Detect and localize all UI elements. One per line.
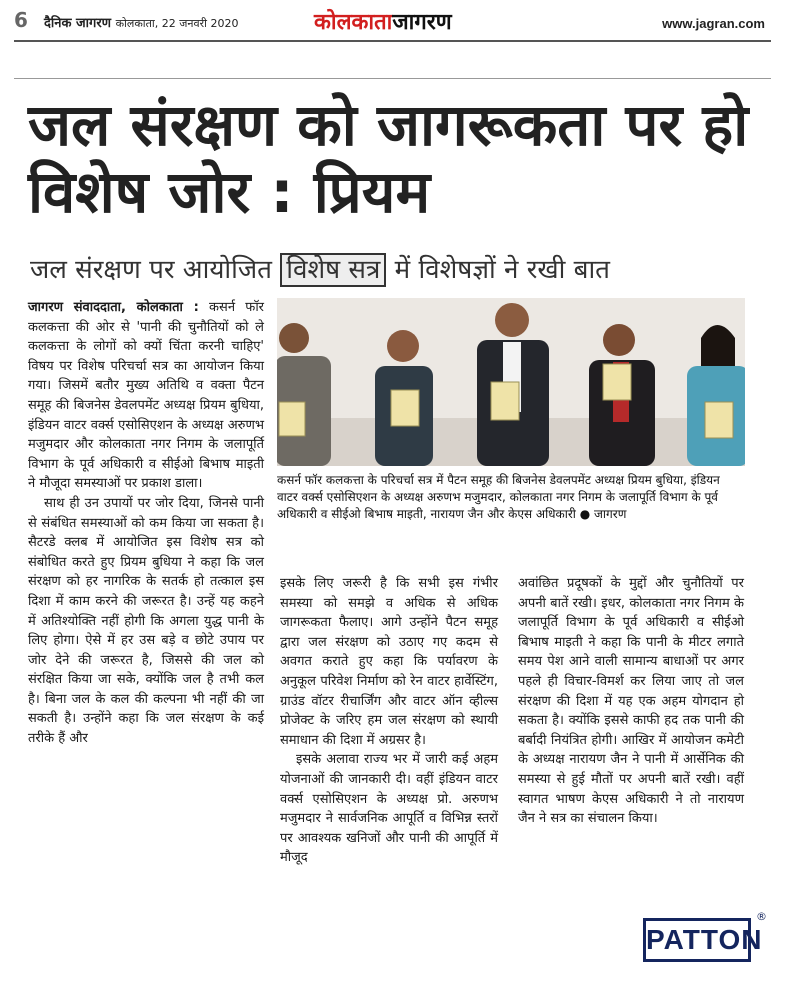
paragraph-text: कसर्न फॉर कलकत्ता की ओर से 'पानी की चुनौतियों को ले कलकत्ता के लोगों को क्यों चिंता करनी चाहिए' विषय पर विशेष परिचर्चा सत्र का आयोजन किया गया। जिसमें बतौर मुख्य अतिथि व वक्ता पैटन समूह की बिजनेस डेवलपमेंट अध्यक्ष प्रियम बुधिया, इंडियन वाटर वर्क्स एसोसिएशन के अध्यक्ष अरुणभ मजुमदार और कोलकाता नगर निगम के जलापूर्ति विभाग के पूर्व अधिकारी व सीईओ बिभाष माइती ने मौजूदा समस्याओं पर प्रकाश डाला। <box>28 300 265 492</box>
photo-caption <box>277 472 743 523</box>
paragraph: इसके अलावा राज्य भर में जारी कई अहम योजनाओं की जानकारी दी। वहीं इंडियन वाटर वर्क्स एसोसिएशन के अध्यक्ष प्रो. अरुणभ मजुमदार ने सार्वजनिक आपूर्ति व विभिन्न स्तरों पर आवश्यक खनिजों और पानी की आपूर्ति में मौजूद <box>280 752 498 866</box>
registered-mark: ® <box>756 910 767 923</box>
paragraph: साथ ही उन उपायों पर जोर दिया, जिनसे पानी से संबंधित समस्याओं को कम किया जा सकता है। सैटरडे क्लब में आयोजित इस विशेष सत्र को संबोधित करते हुए प्रियम बुधिया ने कहा कि जल संरक्षण को हर नागरिक के सतर्क हो तत्काल इस दिशा में काम करने की जरूरत है। उन्हें यह कहने में अतिश्योक्ति नहीं होगी कि अगला युद्ध पानी के लिए होगा। ऐसे में हर उस बड़े व छोटे उपाय पर जोर देने की जरूरत है, जिससे की जल को संरक्षित किया जा सके, क्योंकि जल है तभी कल है। बिना जल के कल की कल्पना भी नहीं की जा सकती है। उन्होंने कहा कि जल संरक्षण के कई तरीके हैं और <box>28 495 264 747</box>
patton-logo: PATTON <box>643 918 751 962</box>
headline-rule <box>14 78 771 79</box>
event-photo <box>277 298 745 466</box>
page-number: 6 <box>14 8 28 32</box>
edition-title <box>314 6 452 36</box>
paper-name <box>44 13 238 31</box>
subhead-before: जल संरक्षण पर आयोजित <box>30 255 272 285</box>
paragraph <box>28 298 264 494</box>
dateline: जागरण संवाददाता, कोलकाता : <box>28 300 199 315</box>
city-date: कोलकाता, 22 जनवरी 2020 <box>115 17 239 30</box>
subhead-boxed: विशेष सत्र <box>280 253 386 287</box>
edition-brand: जागरण <box>392 10 452 35</box>
page-header <box>14 8 771 38</box>
people-with-books-image <box>277 298 745 466</box>
photo-credit: ● जागरण <box>579 507 627 521</box>
paper-title: दैनिक जागरण <box>44 16 112 31</box>
article-column-1 <box>28 298 264 749</box>
website-link[interactable]: www.jagran.com <box>662 16 765 31</box>
article-column-2 <box>280 574 498 868</box>
paragraph: अवांछित प्रदूषकों के मुद्दों और चुनौतियों पर अपनी बातें रखी। इधर, कोलकाता नगर निगम के जलापूर्ति विभाग के पूर्व अधिकारी व सीईओ बिभाष माइती ने कहा कि पानी के मीटर लगाते समय पेश आने वाली सामान्य बाधाओं पर अगर पहले ही विचार-विमर्श कर लिया जाए तो जल संरक्षण की दिशा में यह एक अहम योगदान हो सकता है। क्योंकि इससे काफी हद तक पानी की बर्बादी नियंत्रित होगी। आखिर में आयोजन कमेटी के अध्यक्ष नारायण जैन ने पानी में आर्सेनिक की समस्या से हुई मौतों पर अपनी बातें रखी। वहीं स्वागत भाषण केएस अधिकारी ने तो नारायण जैन ने सत्र का संचालन किया। <box>518 576 744 827</box>
subhead-after: में विशेषज्ञों ने रखी बात <box>394 255 610 285</box>
subheadline <box>30 252 770 288</box>
caption-text: कसर्न फॉर कलकत्ता के परिचर्चा सत्र में पैटन समूह की बिजनेस डेवलपमेंट अध्यक्ष प्रियम बुधिया, इंडियन वाटर वर्क्स एसोसिएशन के अध्यक्ष अरुणभ मजुमदार, कोलकाता नगर निगम के जलापूर्ति विभाग के पूर्व अधिकारी व सीईओ बिभाष माइती, नारायण जैन और केएस अधिकारी <box>277 473 720 521</box>
headline: जल संरक्षण को जागरूकता पर हो विशेष जोर : प्रियम <box>28 91 749 226</box>
edition-city: कोलकाता <box>314 10 393 35</box>
paragraph: इसके लिए जरूरी है कि सभी इस गंभीर समस्या को समझे व अधिक से अधिक जागरूकता फैलाए। आगे उन्होंने पैटन समूह द्वारा जल संरक्षण को उठाए गए कदम से अवगत कराते हुए कहा कि पर्यावरण के अनुकूल परिवेश निर्माण को रेन वाटर हार्वेस्टिंग, ग्राउंड वॉटर रीचार्जिंग और वाटर ऑन व्हील्स प्रोजेक्ट के जरिए हम जल संरक्षण को स्थायी समाधान की दिशा में अग्रसर है। <box>280 576 498 748</box>
article-column-3 <box>518 574 744 829</box>
header-rule <box>14 40 771 42</box>
